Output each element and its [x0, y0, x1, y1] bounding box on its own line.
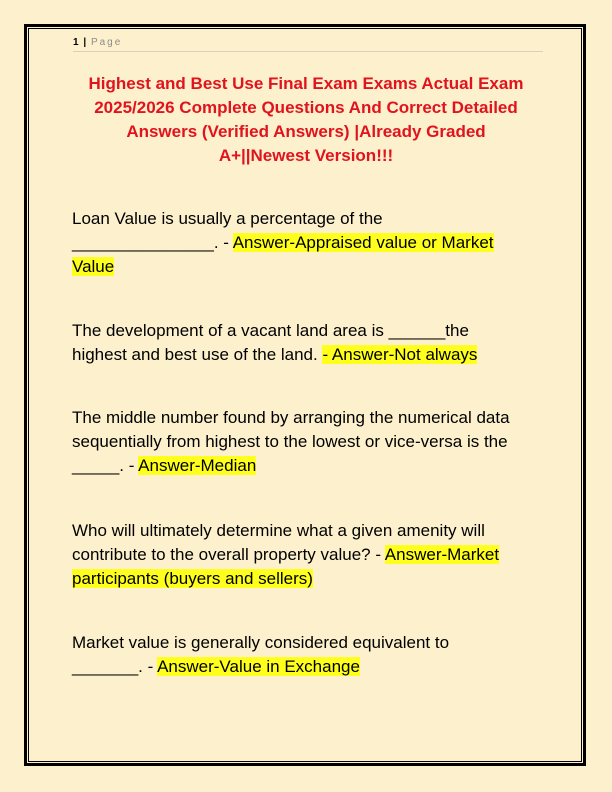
qa-item-loan-value — [72, 207, 558, 279]
question-line — [72, 231, 558, 255]
page-separator: | — [83, 37, 87, 48]
title-line-2: 2025/2026 Complete Questions And Correct Detailed — [94, 98, 518, 117]
question-line — [72, 543, 558, 567]
qa-item-market-value — [72, 631, 558, 679]
question-text: _______________. - — [72, 233, 233, 252]
title-line-4: A+||Newest Version!!! — [218, 146, 394, 165]
qa-item-amenity — [72, 519, 558, 591]
answer-highlight: Value — [72, 257, 115, 276]
qa-item-vacant-land — [72, 319, 558, 367]
question-line: Market value is generally considered equivalent to — [72, 633, 450, 652]
answer-highlight: Answer-Value in Exchange — [157, 657, 360, 676]
question-line: Loan Value is usually a percentage of the — [72, 209, 383, 228]
question-line: sequentially from highest to the lowest or vice-versa is the — [72, 432, 508, 451]
answer-highlight: Answer-Median — [138, 456, 257, 475]
answer-highlight: Answer-Market — [384, 545, 500, 564]
title-line-3: Answers (Verified Answers) |Already Graded — [126, 122, 486, 141]
question-text: contribute to the overall property value? - — [72, 545, 385, 564]
answer-highlight: participants (buyers and sellers) — [72, 569, 313, 588]
question-line — [72, 655, 558, 679]
question-line: The development of a vacant land area is ______the — [72, 321, 469, 340]
answer-line — [72, 255, 558, 279]
question-line — [72, 343, 558, 367]
question-text: _______. - — [72, 657, 158, 676]
question-line: The middle number found by arranging the numerical data — [72, 408, 510, 427]
question-text: _____. - — [72, 456, 139, 475]
page-header — [73, 37, 543, 52]
answer-line — [72, 567, 558, 591]
answer-highlight: Answer-Appraised value or Market — [232, 233, 494, 252]
question-line — [72, 454, 558, 478]
document-title — [60, 72, 552, 168]
question-text: highest and best use of the land. — [72, 345, 323, 364]
page-number: 1 — [73, 37, 79, 48]
title-line-1: Highest and Best Use Final Exam Exams Actual Exam — [88, 74, 524, 93]
answer-highlight: - Answer-Not always — [322, 345, 478, 364]
page-label: Page — [90, 37, 123, 48]
qa-item-median — [72, 406, 558, 478]
question-line: Who will ultimately determine what a given amenity will — [72, 521, 485, 540]
